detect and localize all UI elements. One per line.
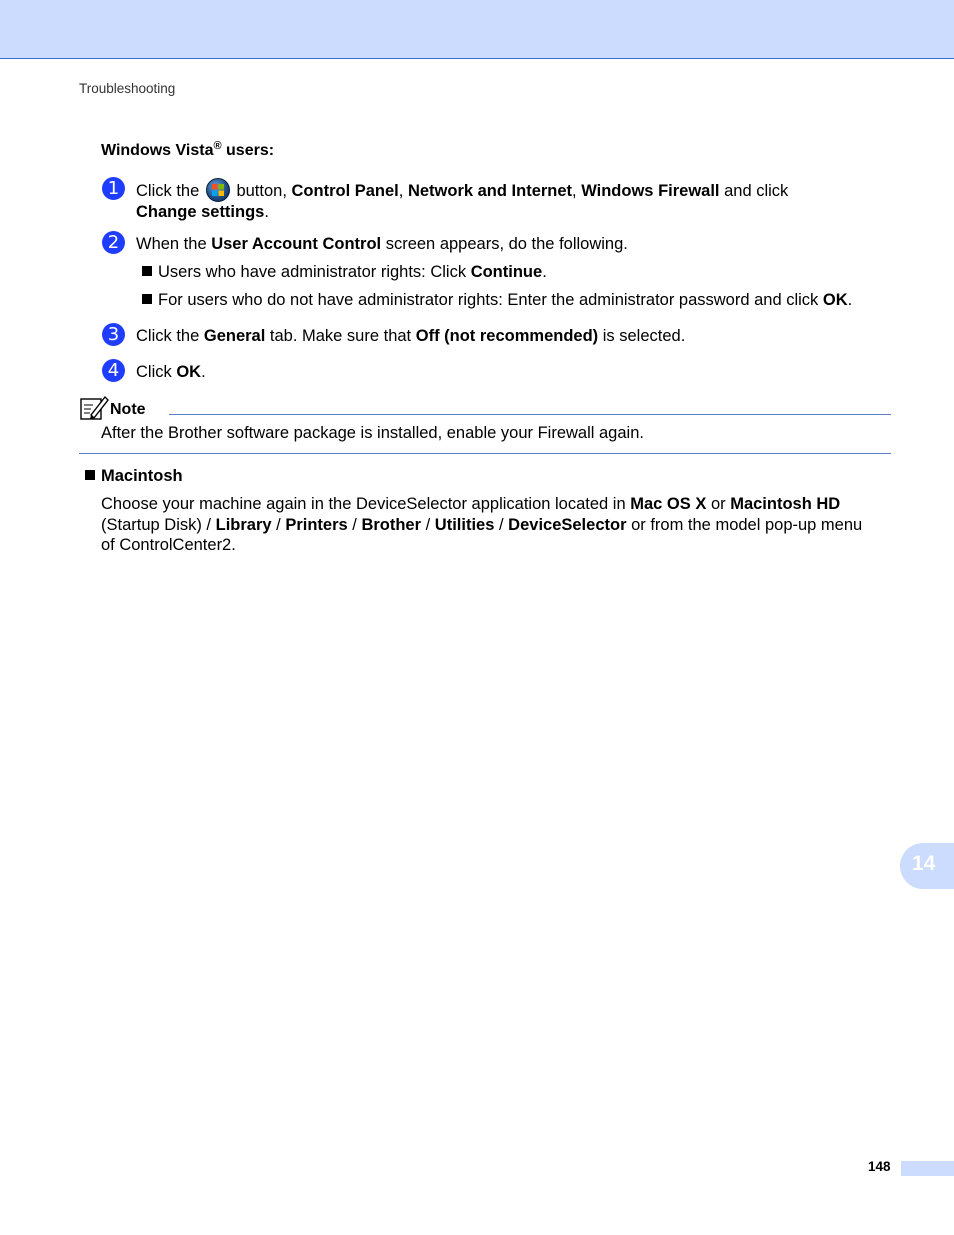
step-2-bold: User Account Control	[211, 235, 382, 253]
bullet-2-part: For users who do not have administrator rights: Enter the administrator password and click	[158, 291, 823, 309]
step-4-part: Click	[136, 363, 177, 381]
step-3-text	[136, 326, 685, 346]
mac-part: or	[706, 495, 731, 513]
mac-bold: Printers	[285, 515, 348, 534]
step-4-part: .	[201, 363, 206, 381]
note-divider-bottom	[79, 453, 891, 454]
page-number: 148	[868, 1159, 891, 1174]
square-bullet-icon	[85, 470, 95, 480]
mac-bold: Utilities	[434, 515, 495, 534]
step-2-text	[136, 234, 628, 254]
mac-part: or from the model pop-up menu	[626, 515, 863, 534]
mac-bold: Mac OS X	[630, 495, 707, 513]
chapter-number: 14	[912, 852, 936, 875]
bullet-1-part: .	[542, 263, 547, 281]
bullet-2-bold: OK	[822, 291, 848, 309]
bullet-2-part: .	[847, 291, 853, 309]
step-2-part: screen appears, do the following.	[381, 235, 628, 253]
square-bullet-icon	[142, 266, 152, 276]
mac-part: of ControlCenter2.	[101, 536, 236, 554]
step-3-number: 3	[102, 323, 125, 346]
step-1-part: button,	[231, 182, 292, 200]
mac-bold: Library	[215, 515, 272, 534]
square-bullet-icon	[142, 294, 152, 304]
note-text: After the Brother software package is installed, enable your Firewall again.	[101, 424, 644, 442]
mac-sep: /	[271, 515, 286, 534]
header-band	[0, 0, 954, 59]
step-1-sep: ,	[572, 182, 582, 200]
vista-heading-suffix: users:	[221, 142, 275, 159]
step-1-sep: ,	[398, 182, 408, 200]
bullet-item-1	[142, 262, 547, 282]
step-2-part: When the	[136, 235, 212, 253]
mac-bold: Brother	[361, 515, 422, 534]
step-3-part: tab. Make sure that	[265, 327, 416, 345]
macintosh-heading	[85, 467, 183, 486]
vista-heading-text: Windows Vista	[101, 142, 214, 159]
macintosh-paragraph	[101, 494, 901, 556]
note-label: Note	[110, 401, 146, 418]
bullet-1-bold: Continue	[470, 263, 543, 281]
step-1-text	[136, 178, 788, 222]
step-3-bold: General	[203, 327, 266, 345]
bullet-1-part: Users who have administrator rights: Click	[158, 263, 471, 281]
mac-bold: Macintosh HD	[730, 495, 841, 513]
mac-part: (Startup Disk) /	[101, 515, 216, 534]
step-4-number: 4	[102, 359, 125, 382]
vista-heading	[101, 142, 274, 160]
step-1-part: and click	[719, 182, 789, 200]
pencil-note-icon	[79, 395, 109, 426]
step-1-bold: Control Panel	[291, 182, 399, 200]
mac-sep: /	[494, 515, 509, 534]
step-1-part: Click the	[136, 182, 204, 200]
step-3-part: is selected.	[598, 327, 686, 345]
windows-start-orb-icon	[206, 178, 230, 202]
step-1-number: 1	[102, 177, 125, 200]
step-4-text	[136, 362, 206, 382]
bullet-item-2	[142, 290, 852, 310]
mac-sep: /	[421, 515, 435, 534]
step-3-bold: Off (not recommended)	[415, 327, 599, 345]
step-1-part: .	[264, 203, 269, 221]
step-1-bold: Windows Firewall	[581, 182, 720, 200]
registered-mark: ®	[213, 140, 222, 152]
footer-band	[901, 1161, 954, 1176]
step-4-bold: OK	[176, 363, 202, 381]
mac-sep: /	[347, 515, 362, 534]
step-1-bold: Network and Internet	[407, 182, 573, 200]
note-divider-top	[169, 414, 891, 415]
step-1-bold: Change settings	[136, 203, 265, 221]
mac-bold: DeviceSelector	[508, 515, 627, 534]
macintosh-heading-text: Macintosh	[101, 467, 183, 485]
running-head: Troubleshooting	[79, 81, 176, 96]
step-3-part: Click the	[136, 327, 204, 345]
step-2-number: 2	[102, 231, 125, 254]
mac-part: Choose your machine again in the DeviceSelector application located in	[101, 495, 631, 513]
